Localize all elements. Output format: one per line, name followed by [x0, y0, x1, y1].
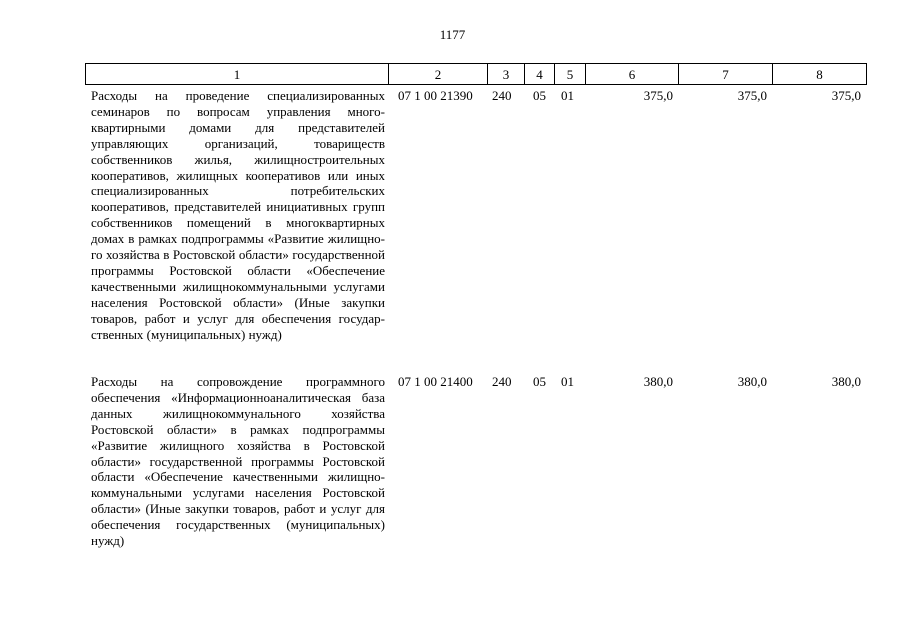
row-description: Расходы на сопровождение программного обеспечения «Информационноаналитическая база данных жилищнокоммунального хозяйства Ростовской области» в рамках подпрограммы «Развитие жилищного хозяйства в Ростовской области» государственной программы Ростовской области «Обеспечение качественными жилищно-коммунальными услугами населения Ростовской области» (Иные закупки товаров, работ и услуг для обеспечения государственных (муниципальных) нужд)	[91, 374, 385, 549]
row-amount-col8: 380,0	[831, 374, 861, 389]
row-description: Расходы на проведение специализированных семинаров по вопросам управления многоквартирными домами для представителей управляющих организаций, товариществ собственников жилья, жилищностроительных кооперативов, жилищных кооперативов или иных специализированных потребительских кооперативов, представителей инициативных групп собственников помещений в многоквартирных домах в рамках подпрограммы «Развитие жилищного хозяйства в Ростовской области» государственной программы Ростовской области «Обеспечение качественными жилищнокоммунальными услугами населения Ростовской области» (Иные закупки товаров, работ и услуг для обеспечения государственных (муниципальных) нужд)	[91, 88, 385, 342]
page-number: 1177	[439, 27, 466, 42]
row-subsection: 01	[561, 374, 574, 389]
row-target-code: 07 1 00 21390	[398, 88, 473, 103]
row-amount-col6: 375,0	[643, 88, 673, 103]
column-header-3: 3	[488, 64, 525, 85]
row-expense-type: 240	[492, 88, 512, 103]
row-section: 05	[533, 374, 546, 389]
row-amount-col6: 380,0	[643, 374, 673, 389]
column-header-8: 8	[773, 64, 867, 85]
row-amount-col7: 380,0	[737, 374, 767, 389]
row-subsection: 01	[561, 88, 574, 103]
row-amount-col8: 375,0	[831, 88, 861, 103]
row-amount-col7: 375,0	[737, 88, 767, 103]
column-header-5: 5	[555, 64, 586, 85]
column-header-4: 4	[525, 64, 555, 85]
column-header-6: 6	[586, 64, 679, 85]
column-header-7: 7	[679, 64, 773, 85]
row-target-code: 07 1 00 21400	[398, 374, 473, 389]
column-header-row	[86, 64, 867, 85]
column-header-table	[85, 63, 867, 85]
row-expense-type: 240	[492, 374, 512, 389]
column-header-2: 2	[389, 64, 488, 85]
row-section: 05	[533, 88, 546, 103]
column-header-1: 1	[86, 64, 389, 85]
